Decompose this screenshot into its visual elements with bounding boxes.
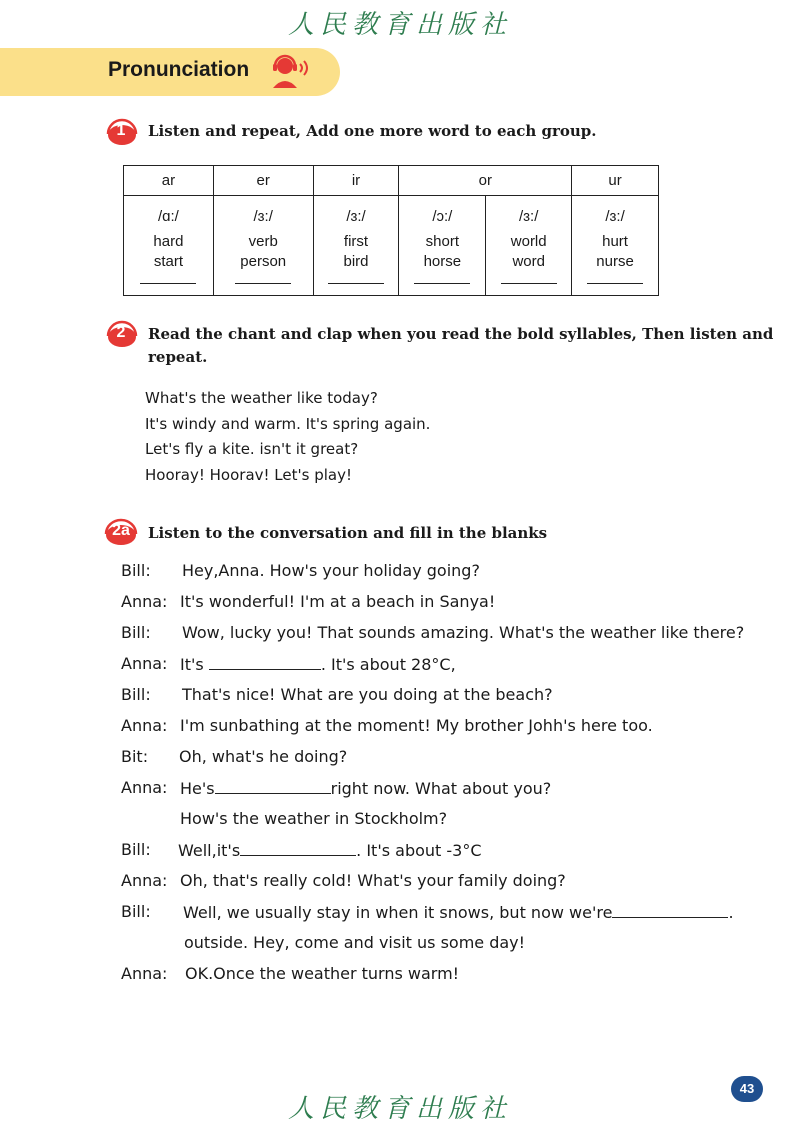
fill-in-blank[interactable] bbox=[240, 837, 356, 856]
answer-blank[interactable] bbox=[328, 278, 384, 284]
dialog-text bbox=[180, 775, 551, 801]
dialog-text: That's nice! What are you doing at the beach? bbox=[182, 685, 553, 704]
table-header: ir bbox=[313, 166, 399, 196]
example-word: short bbox=[425, 233, 460, 250]
fill-in-blank[interactable] bbox=[209, 651, 321, 670]
speaker-name: Bill: bbox=[121, 685, 151, 704]
example-word: nurse bbox=[596, 253, 634, 270]
section-banner bbox=[0, 48, 340, 96]
section-2-number: 2 bbox=[116, 324, 126, 341]
speaker-name: Bill: bbox=[121, 623, 151, 642]
chant-line: Hooray! Hoorav! Let's play! bbox=[145, 465, 352, 484]
section-2a-instruction: Listen to the conversation and fill in the blanks bbox=[148, 524, 548, 542]
dialog-text bbox=[180, 651, 456, 677]
phonics-table bbox=[123, 165, 659, 296]
example-word: world bbox=[510, 233, 547, 250]
dialog-text: How's the weather in Stockholm? bbox=[180, 809, 448, 828]
dialog-line bbox=[121, 806, 781, 837]
table-cell bbox=[124, 196, 214, 296]
dialog-text-before: It's bbox=[180, 655, 209, 674]
speaker-name: Anna: bbox=[121, 964, 168, 983]
dialog-text-after: . It's about 28°C, bbox=[320, 655, 456, 674]
phonetic-symbol: /ɔ:/ bbox=[432, 208, 453, 225]
dialog-text: It's wonderful! I'm at a beach in Sanya! bbox=[180, 592, 496, 611]
example-word: hard bbox=[153, 233, 184, 250]
phonetic-symbol: /ɑ:/ bbox=[157, 208, 179, 225]
dialog-text: OK.Once the weather turns warm! bbox=[185, 964, 460, 983]
dialog-text-before: He's bbox=[180, 779, 215, 798]
banner-title: Pronunciation bbox=[108, 58, 250, 81]
table-row bbox=[124, 196, 659, 296]
speaker-name: Anna: bbox=[121, 716, 168, 735]
dialog-text: Oh, that's really cold! What's your family doing? bbox=[180, 871, 566, 890]
dialog-line bbox=[121, 775, 781, 806]
table-header: ur bbox=[572, 166, 659, 196]
fill-in-blank[interactable] bbox=[612, 899, 728, 918]
section-2-instruction-line: repeat. bbox=[148, 348, 208, 366]
chant-line: It's windy and warm. It's spring again. bbox=[145, 414, 431, 433]
speaker-name: Bit: bbox=[121, 747, 149, 766]
dialog-line bbox=[121, 868, 781, 899]
table-header: or bbox=[399, 166, 572, 196]
example-word: horse bbox=[423, 253, 462, 270]
dialog-line bbox=[121, 899, 781, 930]
dialog-line bbox=[121, 558, 781, 589]
speaker-name: Anna: bbox=[121, 654, 168, 673]
answer-blank[interactable] bbox=[140, 278, 196, 284]
answer-blank[interactable] bbox=[235, 278, 291, 284]
page-number: 43 bbox=[731, 1076, 763, 1102]
example-word: verb bbox=[248, 233, 278, 250]
dialog-text-after: . It's about -3°C bbox=[356, 841, 482, 860]
table-cell bbox=[572, 196, 659, 296]
dialog-text: outside. Hey, come and visit us some day! bbox=[184, 933, 526, 952]
section-1-badge bbox=[104, 116, 140, 144]
dialog-text-after: . bbox=[728, 903, 734, 922]
speaker-name: Anna: bbox=[121, 592, 168, 611]
example-word: person bbox=[240, 253, 287, 270]
speaker-name: Bill: bbox=[121, 840, 151, 859]
conversation bbox=[121, 558, 781, 992]
section-2-instruction-line: Read the chant and clap when you read the bold syllables, Then listen and bbox=[148, 325, 774, 343]
section-2a-number: 2a bbox=[112, 522, 130, 539]
speaker-name: Bill: bbox=[121, 902, 151, 921]
dialog-line bbox=[121, 651, 781, 682]
section-2a-badge bbox=[102, 516, 138, 544]
table-header: er bbox=[213, 166, 313, 196]
dialog-text bbox=[178, 837, 482, 863]
table-header-row bbox=[124, 166, 659, 196]
example-word: start bbox=[153, 253, 183, 270]
dialog-line bbox=[121, 837, 781, 868]
chant-line: What's the weather like today? bbox=[145, 389, 378, 407]
section-2-instruction bbox=[148, 323, 773, 369]
table-header: ar bbox=[124, 166, 214, 196]
section-2-badge bbox=[104, 318, 140, 346]
dialog-text: Hey,Anna. How's your holiday going? bbox=[182, 561, 480, 580]
dialog-line bbox=[121, 930, 781, 961]
dialog-text: Wow, lucky you! That sounds amazing. What's the weather like there? bbox=[182, 623, 745, 642]
dialog-text: I'm sunbathing at the moment! My brother Johh's here too. bbox=[180, 716, 653, 735]
section-1-number: 1 bbox=[116, 122, 126, 139]
table-cell bbox=[213, 196, 313, 296]
speaker-name: Anna: bbox=[121, 871, 168, 890]
example-word: hurt bbox=[602, 233, 628, 250]
dialog-line bbox=[121, 713, 781, 744]
example-word: first bbox=[343, 233, 369, 250]
dialog-line bbox=[121, 620, 781, 651]
dialog-line bbox=[121, 961, 781, 992]
speaker-name: Bill: bbox=[121, 561, 151, 580]
example-word: bird bbox=[343, 253, 369, 270]
dialog-line bbox=[121, 682, 781, 713]
fill-in-blank[interactable] bbox=[215, 775, 331, 794]
answer-blank[interactable] bbox=[587, 278, 643, 284]
answer-blank[interactable] bbox=[501, 278, 557, 284]
dialog-text: Oh, what's he doing? bbox=[179, 747, 348, 766]
speaker-name: Anna: bbox=[121, 778, 168, 797]
chant-line: Let's fly a kite. isn't it great? bbox=[145, 440, 359, 458]
dialog-text-before: Well,it's bbox=[178, 841, 241, 860]
phonetic-symbol: /ɜ:/ bbox=[346, 208, 366, 225]
chant-text bbox=[145, 386, 430, 488]
table-cell bbox=[399, 196, 486, 296]
table-cell bbox=[486, 196, 572, 296]
dialog-text-before: Well, we usually stay in when it snows, but now we're bbox=[183, 903, 613, 922]
phonetic-symbol: /ɜ:/ bbox=[253, 208, 273, 225]
section-1-instruction: Listen and repeat, Add one more word to each group. bbox=[148, 122, 597, 140]
phonetic-symbol: /ɜ:/ bbox=[519, 208, 539, 225]
publisher-logo-top: 人民教育出版社 bbox=[287, 10, 512, 40]
listening-person-icon bbox=[270, 54, 310, 90]
phonetic-symbol: /ɜ:/ bbox=[605, 208, 625, 225]
answer-blank[interactable] bbox=[414, 278, 470, 284]
example-word: word bbox=[512, 253, 545, 270]
table-cell bbox=[313, 196, 399, 296]
dialog-text bbox=[183, 899, 734, 925]
dialog-line bbox=[121, 744, 781, 775]
dialog-text-after: right now. What about you? bbox=[330, 779, 552, 798]
publisher-logo-bottom: 人民教育出版社 bbox=[287, 1094, 512, 1124]
dialog-line bbox=[121, 589, 781, 620]
